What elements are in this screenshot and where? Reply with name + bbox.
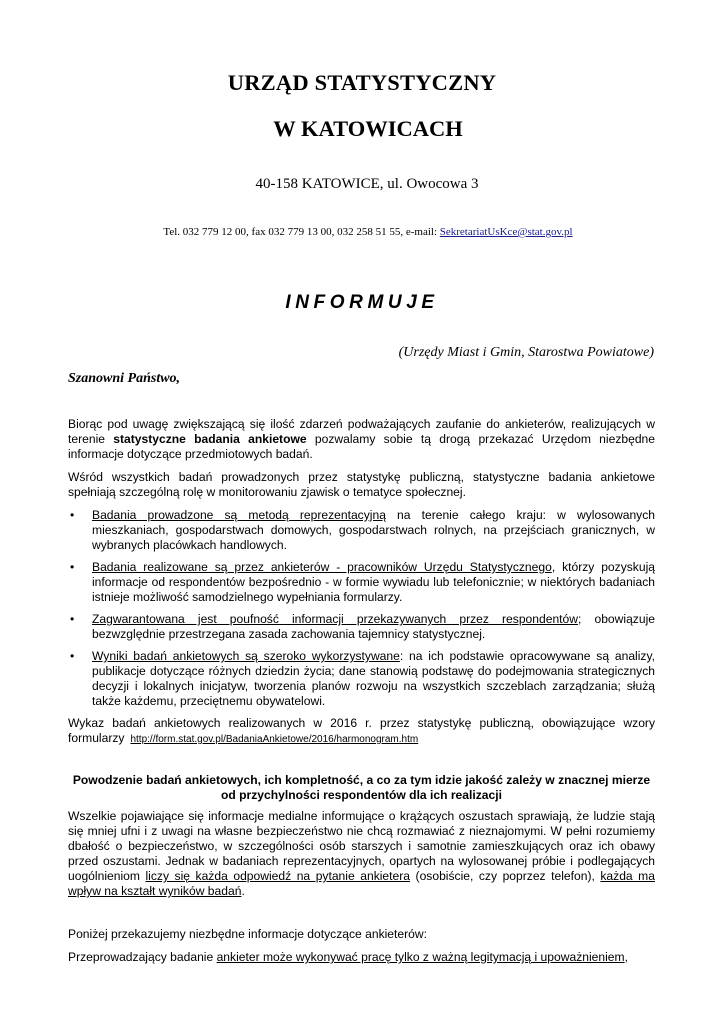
email-link[interactable]: SekretariatUsKce@stat.gov.pl <box>439 226 573 238</box>
interviewer-paragraph: Przeprowadzający badanie ankieter może wykonywać pracę tylko z ważną legitymacją i upoważnieniem, <box>68 950 628 964</box>
list-item: • Wyniki badań ankietowych są szeroko wykorzystywane: na ich podstawie opracowywane są analizy, publikacje dotyczące różnych dziedzin życia; dane stanowią podstawę do podejmowania strategicznych decyzji i lokalnych inicjatyw, tworzenia planów rozwoju na wszystkich szczeblach zarządzania; służą także każdemu, przeciętnemu obywatelowi. <box>70 649 655 708</box>
office-city: W KATOWICACH <box>273 116 463 141</box>
list-item: • Badania prowadzone są metodą reprezentacyjną na terenie całego kraju: w wylosowanych mieszkaniach, gospodarstwach domowych, gospodarstwach rolnych, na przejściach granicznych, w wybranych placówkach handlowych. <box>70 508 655 552</box>
survey-schedule-link[interactable]: http://form.stat.gov.pl/BadaniaAnkietowe/2016/harmonogram.htm <box>130 734 419 745</box>
notice-heading: INFORMUJE <box>285 292 439 313</box>
survey-list-paragraph: Wykaz badań ankietowych realizowanych w 2016 r. przez statystykę publiczną, obowiązujące wzory formularzy http://form.stat.gov.pl/BadaniaAnkietowe/2016/harmonogram.htm <box>68 716 655 745</box>
contact-text: Tel. 032 779 12 00, fax 032 779 13 00, 032 258 51 55, e-mail: <box>163 226 440 238</box>
office-title: URZĄD STATYSTYCZNY <box>227 70 497 95</box>
intro-paragraph: Biorąc pod uwagę zwiększającą się ilość zdarzeń podważających zaufanie do ankieterów, realizujących w terenie statystyczne badania ankietowe pozwalamy sobie tą drogą przekazać Urzędom niezbędne informacje dotyczące przedmiotowych badań. <box>68 417 655 461</box>
spacer <box>68 907 655 927</box>
bullet-marker: • <box>70 612 75 626</box>
context-paragraph: Wśród wszystkich badań prowadzonych przez statystykę publiczną, statystyczne badania ankietowe spełniają szczególną rolę w monitorowaniu zjawisk o tematyce społecznej. <box>68 470 655 499</box>
emphasis-text: statystyczne badania ankietowe <box>113 432 307 446</box>
contact-line <box>0 226 724 238</box>
closing-paragraph: Poniżej przekazujemy niezbędne informacje dotyczące ankieterów: <box>68 927 427 941</box>
bullet-marker: • <box>70 508 75 522</box>
list-item: • Badania realizowane są przez ankieterów - pracowników Urzędu Statystycznego, którzy pozyskują informacje od respondentów bezpośrednio - w formie wywiadu lub telefonicznie; w niektórych badaniach istnieje możliwość samodzielnego wypełniania formularzy. <box>70 560 655 604</box>
letter-body <box>68 417 655 973</box>
list-item: • Zagwarantowana jest poufność informacji przekazywanych przez respondentów; obowiązuje bezwzględnie przestrzegana zasada zachowania tajemnicy statystycznej. <box>70 612 655 641</box>
bullet-marker: • <box>70 649 75 663</box>
facts-list <box>68 508 655 709</box>
section-paragraph: Wszelkie pojawiające się informacje medialne informujące o krążących oszustach sprawiają, że ludzie stają się mniej ufni i z uwagi na własne bezpieczeństwo nie chcą rozmawiać z nieznajomymi. W pełni rozumiemy dbałość o bezpieczeństwo, w szczególności osób starszych i samotnie zamieszkujących oraz ich obawy przed oszustami. Jednak w badaniach reprezentacyjnych, opartych na wylosowanej próbie i podlegających uogólnieniom liczy się każda odpowiedź na pytanie ankietera (osobiście, czy poprzez telefon), każda ma wpływ na kształt wyników badań. <box>68 809 655 898</box>
bullet-marker: • <box>70 560 75 574</box>
office-address: 40-158 KATOWICE, ul. Owocowa 3 <box>255 176 479 192</box>
section-heading: Powodzenie badań ankietowych, ich kompletność, a co za tym idzie jakość zależy w znacznej mierze od przychylności respondentów dla ich realizacji <box>72 773 651 802</box>
salutation: Szanowni Państwo, <box>68 371 181 386</box>
recipients-line: (Urzędy Miast i Gmin, Starostwa Powiatowe) <box>398 345 654 360</box>
